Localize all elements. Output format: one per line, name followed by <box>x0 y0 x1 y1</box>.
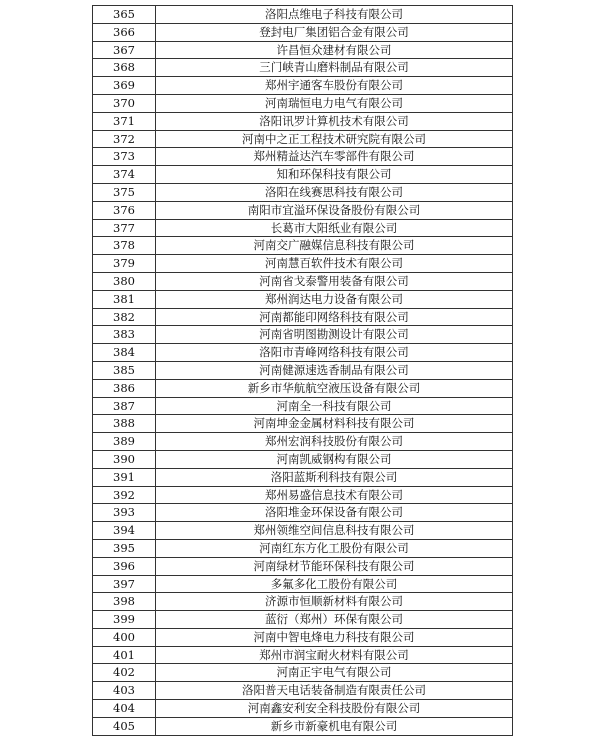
row-number: 404 <box>93 700 156 718</box>
row-number: 376 <box>93 201 156 219</box>
table-row <box>93 272 513 290</box>
company-name: 河南省戈泰警用装备有限公司 <box>156 272 513 290</box>
table-row <box>93 148 513 166</box>
table-row <box>93 557 513 575</box>
table-row <box>93 486 513 504</box>
table-row <box>93 290 513 308</box>
company-name: 河南健源速选香制品有限公司 <box>156 361 513 379</box>
row-number: 387 <box>93 397 156 415</box>
table-row <box>93 361 513 379</box>
company-name: 郑州精益达汽车零部件有限公司 <box>156 148 513 166</box>
row-number: 390 <box>93 450 156 468</box>
table-row <box>93 539 513 557</box>
company-name: 三门峡青山磨料制品有限公司 <box>156 59 513 77</box>
company-name: 河南鑫安利安全科技股份有限公司 <box>156 700 513 718</box>
company-name: 南阳市宜溢环保设备股份有限公司 <box>156 201 513 219</box>
row-number: 388 <box>93 415 156 433</box>
company-list-table <box>92 5 513 736</box>
table-row <box>93 183 513 201</box>
table-row <box>93 646 513 664</box>
company-name: 郑州润达电力设备有限公司 <box>156 290 513 308</box>
table-row <box>93 700 513 718</box>
table-row <box>93 575 513 593</box>
table-row <box>93 219 513 237</box>
row-number: 383 <box>93 326 156 344</box>
company-name: 河南全一科技有限公司 <box>156 397 513 415</box>
company-name: 河南都能印网络科技有限公司 <box>156 308 513 326</box>
row-number: 403 <box>93 682 156 700</box>
table-row <box>93 130 513 148</box>
table-row <box>93 664 513 682</box>
row-number: 389 <box>93 433 156 451</box>
table-row <box>93 468 513 486</box>
company-name: 洛阳点维电子科技有限公司 <box>156 6 513 24</box>
table-row <box>93 593 513 611</box>
company-name: 济源市恒顺新材料有限公司 <box>156 593 513 611</box>
company-name: 洛阳在线赛思科技有限公司 <box>156 183 513 201</box>
table-row <box>93 166 513 184</box>
row-number: 378 <box>93 237 156 255</box>
table-row <box>93 77 513 95</box>
row-number: 374 <box>93 166 156 184</box>
table-row <box>93 94 513 112</box>
row-number: 392 <box>93 486 156 504</box>
row-number: 397 <box>93 575 156 593</box>
company-name: 河南凯威钢构有限公司 <box>156 450 513 468</box>
row-number: 370 <box>93 94 156 112</box>
row-number: 373 <box>93 148 156 166</box>
table-row <box>93 522 513 540</box>
row-number: 393 <box>93 504 156 522</box>
row-number: 368 <box>93 59 156 77</box>
company-name: 洛阳堆金环保设备有限公司 <box>156 504 513 522</box>
company-name: 郑州宏润科技股份有限公司 <box>156 433 513 451</box>
company-name: 多氟多化工股份有限公司 <box>156 575 513 593</box>
company-name: 洛阳普天电话装备制造有限责任公司 <box>156 682 513 700</box>
table-row <box>93 344 513 362</box>
table-row <box>93 379 513 397</box>
company-name: 河南省明图勘测设计有限公司 <box>156 326 513 344</box>
company-name: 知和环保科技有限公司 <box>156 166 513 184</box>
company-name: 河南坤金金属材料科技有限公司 <box>156 415 513 433</box>
company-name: 河南瑞恒电力电气有限公司 <box>156 94 513 112</box>
company-name: 河南慧百软件技术有限公司 <box>156 255 513 273</box>
row-number: 401 <box>93 646 156 664</box>
company-name: 河南红东方化工股份有限公司 <box>156 539 513 557</box>
row-number: 377 <box>93 219 156 237</box>
table-row <box>93 717 513 735</box>
row-number: 394 <box>93 522 156 540</box>
company-name: 新乡市华航航空液压设备有限公司 <box>156 379 513 397</box>
table-row <box>93 112 513 130</box>
row-number: 400 <box>93 628 156 646</box>
row-number: 366 <box>93 23 156 41</box>
row-number: 367 <box>93 41 156 59</box>
table-row <box>93 450 513 468</box>
company-name: 河南中智电烽电力科技有限公司 <box>156 628 513 646</box>
table-row <box>93 23 513 41</box>
row-number: 372 <box>93 130 156 148</box>
table-row <box>93 255 513 273</box>
table-row <box>93 6 513 24</box>
row-number: 375 <box>93 183 156 201</box>
company-name: 洛阳讯罗计算机技术有限公司 <box>156 112 513 130</box>
company-name: 洛阳市青峰网络科技有限公司 <box>156 344 513 362</box>
company-name: 许昌恒众建材有限公司 <box>156 41 513 59</box>
row-number: 385 <box>93 361 156 379</box>
table-row <box>93 682 513 700</box>
row-number: 391 <box>93 468 156 486</box>
company-name: 河南正宇电气有限公司 <box>156 664 513 682</box>
row-number: 379 <box>93 255 156 273</box>
company-name: 登封电厂集团铝合金有限公司 <box>156 23 513 41</box>
table-row <box>93 308 513 326</box>
company-name: 郑州市润宝耐火材料有限公司 <box>156 646 513 664</box>
company-name: 蓝衍（郑州）环保有限公司 <box>156 611 513 629</box>
row-number: 399 <box>93 611 156 629</box>
row-number: 395 <box>93 539 156 557</box>
row-number: 382 <box>93 308 156 326</box>
table-row <box>93 41 513 59</box>
company-name: 郑州宇通客车股份有限公司 <box>156 77 513 95</box>
table-row <box>93 415 513 433</box>
row-number: 398 <box>93 593 156 611</box>
table-row <box>93 504 513 522</box>
row-number: 365 <box>93 6 156 24</box>
table-row <box>93 237 513 255</box>
table-row <box>93 326 513 344</box>
table-row <box>93 628 513 646</box>
row-number: 396 <box>93 557 156 575</box>
row-number: 380 <box>93 272 156 290</box>
company-name: 郑州领维空间信息科技有限公司 <box>156 522 513 540</box>
company-name: 长葛市大阳纸业有限公司 <box>156 219 513 237</box>
row-number: 381 <box>93 290 156 308</box>
company-name: 河南绿材节能环保科技有限公司 <box>156 557 513 575</box>
table-row <box>93 433 513 451</box>
company-list-table-container <box>92 5 510 736</box>
company-name: 河南交广融媒信息科技有限公司 <box>156 237 513 255</box>
row-number: 371 <box>93 112 156 130</box>
company-list-body <box>93 6 513 736</box>
row-number: 386 <box>93 379 156 397</box>
row-number: 402 <box>93 664 156 682</box>
company-name: 河南中之正工程技术研究院有限公司 <box>156 130 513 148</box>
company-name: 新乡市新豪机电有限公司 <box>156 717 513 735</box>
company-name: 郑州易盛信息技术有限公司 <box>156 486 513 504</box>
table-row <box>93 201 513 219</box>
company-name: 洛阳蓝斯利科技有限公司 <box>156 468 513 486</box>
table-row <box>93 397 513 415</box>
table-row <box>93 59 513 77</box>
row-number: 369 <box>93 77 156 95</box>
row-number: 384 <box>93 344 156 362</box>
row-number: 405 <box>93 717 156 735</box>
table-row <box>93 611 513 629</box>
